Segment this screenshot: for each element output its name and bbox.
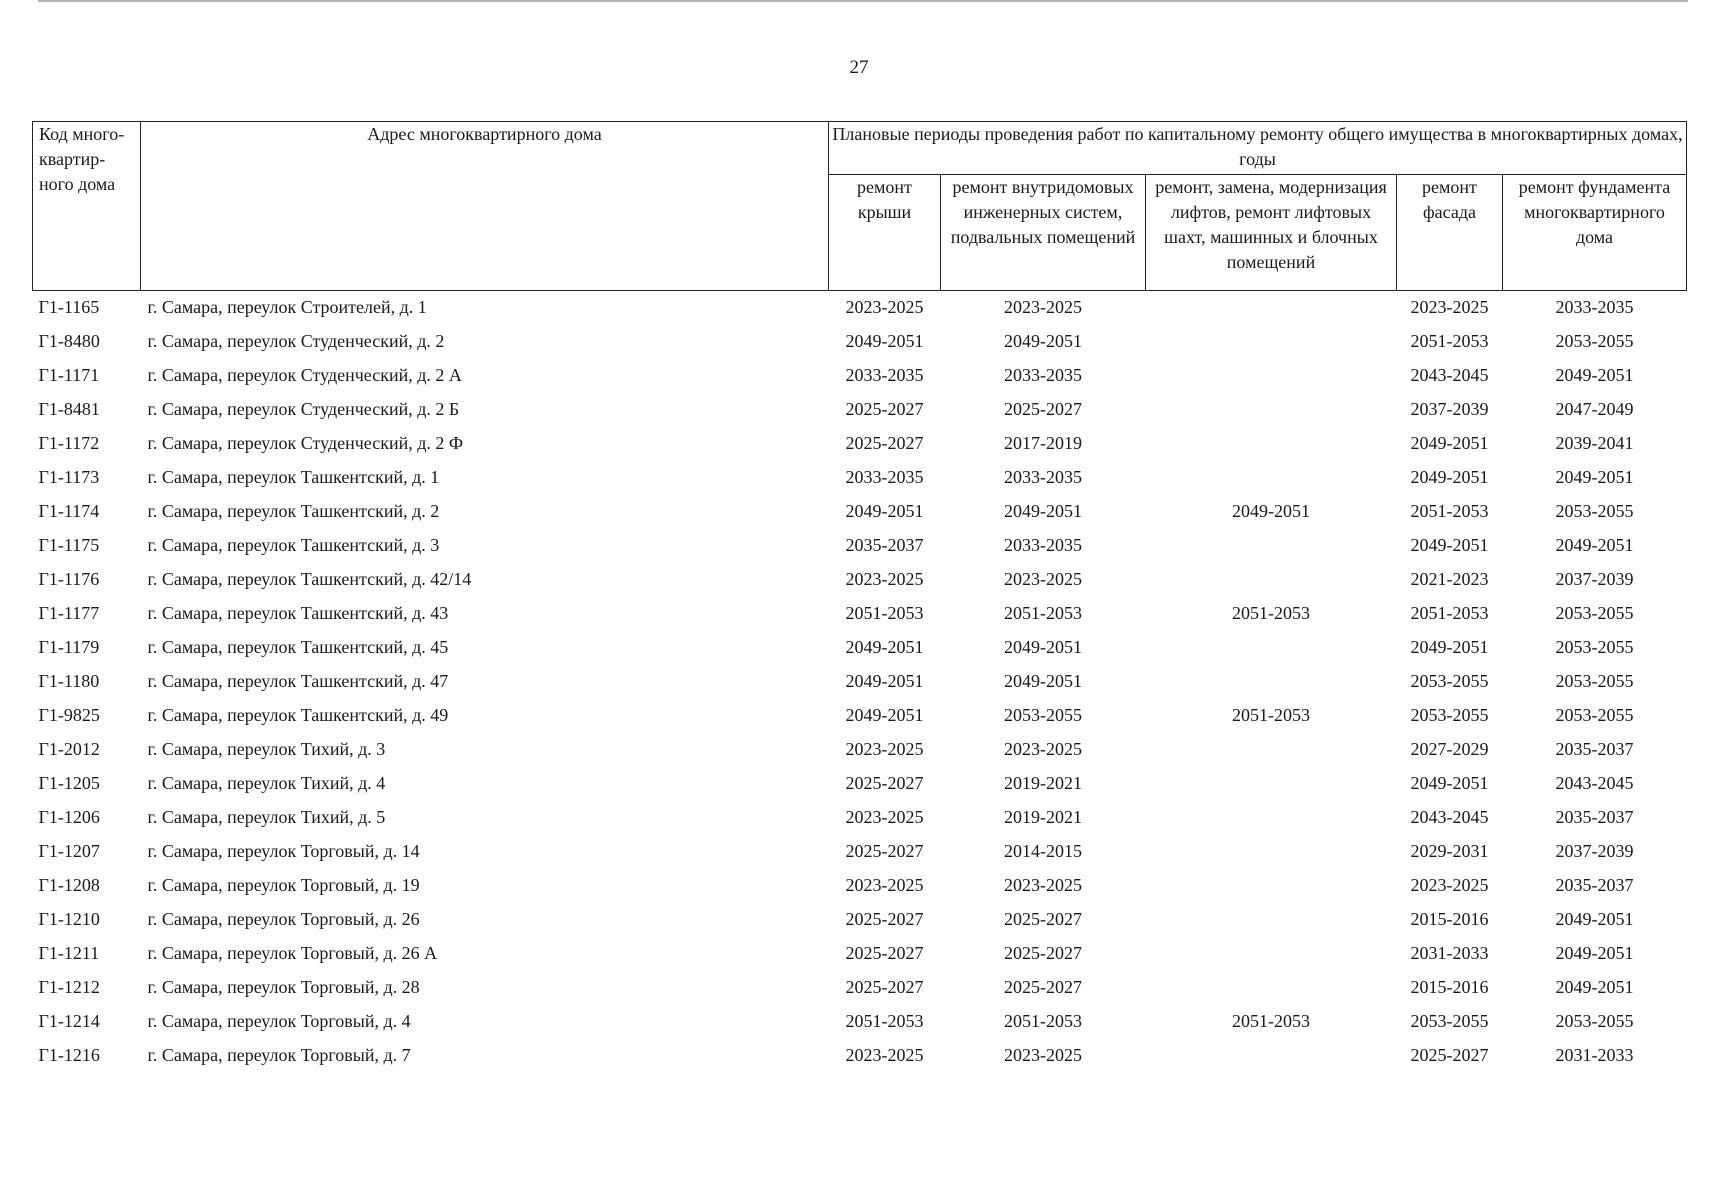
header-code: Код много-квартир-ного дома: [33, 122, 141, 291]
systems-period-cell: 2023-2025: [1004, 569, 1082, 589]
systems-period-cell: 2033-2035: [1004, 467, 1082, 487]
address-cell: г. Самара, переулок Торговый, д. 26: [147, 909, 420, 929]
address-cell: г. Самара, переулок Студенческий, д. 2: [147, 331, 445, 351]
house-code-cell: Г1-1177: [38, 603, 100, 623]
table-row: [33, 971, 1687, 1005]
systems-period-cell: 2049-2051: [1004, 637, 1082, 657]
table-row: [33, 835, 1687, 869]
facade-period-cell: 2021-2023: [1410, 569, 1489, 589]
lifts-period-cell: [1146, 733, 1397, 767]
facade-period-cell: 2023-2025: [1410, 297, 1489, 318]
address-cell: г. Самара, переулок Студенческий, д. 2 Б: [147, 399, 460, 419]
lifts-period-cell: [1146, 937, 1397, 971]
systems-period-cell: 2025-2027: [1004, 977, 1082, 997]
systems-period-cell: 2023-2025: [1004, 1045, 1082, 1065]
systems-period-cell: 2049-2051: [1004, 331, 1082, 351]
address-cell: г. Самара, переулок Ташкентский, д. 3: [147, 535, 440, 555]
roof-period-cell: 2025-2027: [845, 433, 924, 453]
facade-period-cell: 2051-2053: [1410, 331, 1489, 351]
address-cell: г. Самара, переулок Ташкентский, д. 45: [147, 637, 449, 657]
foundation-period-cell: 2035-2037: [1555, 875, 1634, 895]
lifts-period-cell: [1146, 359, 1397, 393]
table-header: [33, 122, 1687, 291]
roof-period-cell: 2023-2025: [845, 875, 924, 895]
table-row: [33, 427, 1687, 461]
systems-period-cell: 2019-2021: [1004, 773, 1082, 793]
foundation-period-cell: 2035-2037: [1555, 739, 1634, 759]
roof-period-cell: 2023-2025: [845, 807, 924, 827]
header-systems: ремонт внутридомовых инженерных систем, подвальных помещений: [941, 175, 1146, 291]
facade-period-cell: 2049-2051: [1410, 433, 1489, 453]
facade-period-cell: 2049-2051: [1410, 773, 1489, 793]
table-row: [33, 1039, 1687, 1073]
table-row: [33, 1005, 1687, 1039]
house-code-cell: Г1-1174: [38, 501, 100, 521]
house-code-cell: Г1-2012: [38, 739, 100, 759]
table-row: [33, 461, 1687, 495]
lifts-period-cell: [1146, 801, 1397, 835]
lifts-period-cell: [1146, 461, 1397, 495]
facade-period-cell: 2043-2045: [1410, 807, 1489, 827]
facade-period-cell: 2031-2033: [1410, 943, 1489, 963]
foundation-period-cell: 2053-2055: [1555, 1011, 1634, 1031]
address-cell: г. Самара, переулок Ташкентский, д. 43: [147, 603, 449, 623]
systems-period-cell: 2025-2027: [1004, 943, 1082, 963]
lifts-period-cell: [1146, 835, 1397, 869]
roof-period-cell: 2049-2051: [845, 637, 924, 657]
systems-period-cell: 2051-2053: [1004, 603, 1082, 623]
address-cell: г. Самара, переулок Торговый, д. 14: [147, 841, 420, 861]
house-code-cell: Г1-9825: [38, 705, 100, 725]
lifts-period-cell: [1146, 427, 1397, 461]
roof-period-cell: 2023-2025: [845, 569, 924, 589]
lifts-period-cell: [1146, 325, 1397, 359]
table-row: [33, 631, 1687, 665]
roof-period-cell: 2035-2037: [845, 535, 924, 555]
systems-period-cell: 2033-2035: [1004, 535, 1082, 555]
foundation-period-cell: 2049-2051: [1555, 365, 1634, 385]
lifts-period-cell: [1146, 291, 1397, 325]
roof-period-cell: 2025-2027: [845, 909, 924, 929]
foundation-period-cell: 2033-2035: [1555, 297, 1634, 318]
systems-period-cell: 2017-2019: [1004, 433, 1082, 453]
systems-period-cell: 2049-2051: [1004, 501, 1082, 521]
roof-period-cell: 2051-2053: [845, 1011, 924, 1031]
house-code-cell: Г1-1165: [38, 297, 100, 318]
address-cell: г. Самара, переулок Студенческий, д. 2 Ф: [147, 433, 464, 453]
house-code-cell: Г1-8481: [38, 399, 100, 419]
lifts-period-cell: [1146, 529, 1397, 563]
house-code-cell: Г1-1205: [38, 773, 100, 793]
top-edge-rule: [38, 0, 1688, 2]
facade-period-cell: 2027-2029: [1410, 739, 1489, 759]
foundation-period-cell: 2053-2055: [1555, 603, 1634, 623]
table-row: [33, 325, 1687, 359]
systems-period-cell: 2051-2053: [1004, 1011, 1082, 1031]
table-row: [33, 767, 1687, 801]
roof-period-cell: 2049-2051: [845, 501, 924, 521]
facade-period-cell: 2023-2025: [1410, 875, 1489, 895]
foundation-period-cell: 2031-2033: [1555, 1045, 1634, 1065]
house-code-cell: Г1-1175: [38, 535, 100, 555]
header-address: Адрес многоквартирного дома: [141, 122, 829, 291]
roof-period-cell: 2025-2027: [845, 977, 924, 997]
table-row: [33, 597, 1687, 631]
lifts-period-cell: 2051-2053: [1232, 705, 1310, 725]
table-row: [33, 937, 1687, 971]
roof-period-cell: 2023-2025: [845, 739, 924, 759]
table-row: [33, 393, 1687, 427]
house-code-cell: Г1-1171: [38, 365, 100, 385]
lifts-period-cell: 2049-2051: [1232, 501, 1310, 521]
systems-period-cell: 2014-2015: [1004, 841, 1082, 861]
address-cell: г. Самара, переулок Строителей, д. 1: [147, 297, 427, 318]
foundation-period-cell: 2049-2051: [1555, 909, 1634, 929]
facade-period-cell: 2051-2053: [1410, 603, 1489, 623]
table-body: [33, 291, 1687, 1073]
house-code-cell: Г1-1214: [38, 1011, 100, 1031]
roof-period-cell: 2025-2027: [845, 773, 924, 793]
roof-period-cell: 2033-2035: [845, 365, 924, 385]
lifts-period-cell: [1146, 665, 1397, 699]
lifts-period-cell: 2051-2053: [1232, 1011, 1310, 1031]
address-cell: г. Самара, переулок Тихий, д. 3: [147, 739, 386, 759]
header-foundation: ремонт фундамента многоквартирного дома: [1503, 175, 1687, 291]
facade-period-cell: 2053-2055: [1410, 1011, 1489, 1031]
house-code-cell: Г1-8480: [38, 331, 100, 351]
lifts-period-cell: [1146, 767, 1397, 801]
address-cell: г. Самара, переулок Ташкентский, д. 49: [147, 705, 449, 725]
table-row: [33, 359, 1687, 393]
table-row: [33, 563, 1687, 597]
roof-period-cell: 2049-2051: [845, 671, 924, 691]
roof-period-cell: 2051-2053: [845, 603, 924, 623]
table-row: [33, 665, 1687, 699]
roof-period-cell: 2025-2027: [845, 943, 924, 963]
house-code-cell: Г1-1179: [38, 637, 100, 657]
table-row: [33, 733, 1687, 767]
foundation-period-cell: 2037-2039: [1555, 841, 1634, 861]
lifts-period-cell: [1146, 903, 1397, 937]
house-code-cell: Г1-1206: [38, 807, 100, 827]
facade-period-cell: 2037-2039: [1410, 399, 1489, 419]
lifts-period-cell: 2051-2053: [1232, 603, 1310, 623]
facade-period-cell: 2053-2055: [1410, 705, 1489, 725]
facade-period-cell: 2049-2051: [1410, 535, 1489, 555]
systems-period-cell: 2023-2025: [1004, 875, 1082, 895]
roof-period-cell: 2023-2025: [845, 1045, 924, 1065]
lifts-period-cell: [1146, 393, 1397, 427]
systems-period-cell: 2053-2055: [1004, 705, 1082, 725]
foundation-period-cell: 2049-2051: [1555, 943, 1634, 963]
foundation-period-cell: 2049-2051: [1555, 535, 1634, 555]
lifts-period-cell: [1146, 563, 1397, 597]
lifts-period-cell: [1146, 631, 1397, 665]
roof-period-cell: 2033-2035: [845, 467, 924, 487]
facade-period-cell: 2015-2016: [1410, 909, 1489, 929]
systems-period-cell: 2025-2027: [1004, 399, 1082, 419]
address-cell: г. Самара, переулок Тихий, д. 4: [147, 773, 386, 793]
table-row: [33, 801, 1687, 835]
house-code-cell: Г1-1207: [38, 841, 100, 861]
table-row: [33, 529, 1687, 563]
address-cell: г. Самара, переулок Торговый, д. 28: [147, 977, 420, 997]
header-periods-group: Плановые периоды проведения работ по капитальному ремонту общего имущества в многоквартирных домах, годы: [829, 122, 1687, 175]
foundation-period-cell: 2043-2045: [1555, 773, 1634, 793]
capital-repair-table: [32, 121, 1687, 1073]
address-cell: г. Самара, переулок Ташкентский, д. 47: [147, 671, 449, 691]
facade-period-cell: 2053-2055: [1410, 671, 1489, 691]
house-code-cell: Г1-1172: [38, 433, 100, 453]
house-code-cell: Г1-1212: [38, 977, 100, 997]
roof-period-cell: 2025-2027: [845, 399, 924, 419]
table-row: [33, 699, 1687, 733]
roof-period-cell: 2023-2025: [845, 297, 924, 318]
roof-period-cell: 2049-2051: [845, 331, 924, 351]
foundation-period-cell: 2037-2039: [1555, 569, 1634, 589]
foundation-period-cell: 2047-2049: [1555, 399, 1634, 419]
foundation-period-cell: 2053-2055: [1555, 671, 1634, 691]
systems-period-cell: 2025-2027: [1004, 909, 1082, 929]
house-code-cell: Г1-1180: [38, 671, 100, 691]
house-code-cell: Г1-1211: [38, 943, 100, 963]
facade-period-cell: 2025-2027: [1410, 1045, 1489, 1065]
address-cell: г. Самара, переулок Ташкентский, д. 2: [147, 501, 440, 521]
lifts-period-cell: [1146, 1039, 1397, 1073]
table-row: [33, 869, 1687, 903]
foundation-period-cell: 2053-2055: [1555, 705, 1634, 725]
address-cell: г. Самара, переулок Торговый, д. 26 А: [147, 943, 438, 963]
foundation-period-cell: 2049-2051: [1555, 977, 1634, 997]
address-cell: г. Самара, переулок Студенческий, д. 2 А: [147, 365, 462, 385]
address-cell: г. Самара, переулок Торговый, д. 4: [147, 1011, 411, 1031]
address-cell: г. Самара, переулок Торговый, д. 7: [147, 1045, 411, 1065]
header-facade: ремонт фасада: [1397, 175, 1503, 291]
header-roof: ремонт крыши: [829, 175, 941, 291]
systems-period-cell: 2023-2025: [1004, 297, 1082, 318]
roof-period-cell: 2049-2051: [845, 705, 924, 725]
foundation-period-cell: 2049-2051: [1555, 467, 1634, 487]
house-code-cell: Г1-1173: [38, 467, 100, 487]
facade-period-cell: 2015-2016: [1410, 977, 1489, 997]
systems-period-cell: 2049-2051: [1004, 671, 1082, 691]
foundation-period-cell: 2035-2037: [1555, 807, 1634, 827]
lifts-period-cell: [1146, 971, 1397, 1005]
foundation-period-cell: 2053-2055: [1555, 331, 1634, 351]
foundation-period-cell: 2053-2055: [1555, 637, 1634, 657]
house-code-cell: Г1-1208: [38, 875, 100, 895]
address-cell: г. Самара, переулок Торговый, д. 19: [147, 875, 420, 895]
address-cell: г. Самара, переулок Ташкентский, д. 42/14: [147, 569, 472, 589]
systems-period-cell: 2023-2025: [1004, 739, 1082, 759]
facade-period-cell: 2049-2051: [1410, 467, 1489, 487]
systems-period-cell: 2033-2035: [1004, 365, 1082, 385]
house-code-cell: Г1-1216: [38, 1045, 100, 1065]
facade-period-cell: 2029-2031: [1410, 841, 1489, 861]
systems-period-cell: 2019-2021: [1004, 807, 1082, 827]
facade-period-cell: 2049-2051: [1410, 637, 1489, 657]
foundation-period-cell: 2053-2055: [1555, 501, 1634, 521]
facade-period-cell: 2043-2045: [1410, 365, 1489, 385]
lifts-period-cell: [1146, 869, 1397, 903]
address-cell: г. Самара, переулок Ташкентский, д. 1: [147, 467, 440, 487]
table-row: [33, 495, 1687, 529]
foundation-period-cell: 2039-2041: [1555, 433, 1634, 453]
roof-period-cell: 2025-2027: [845, 841, 924, 861]
house-code-cell: Г1-1210: [38, 909, 100, 929]
table-row: [33, 903, 1687, 937]
table-row: [33, 291, 1687, 325]
header-lifts: ремонт, замена, модернизация лифтов, ремонт лифтовых шахт, машинных и блочных помещений: [1146, 175, 1397, 291]
page-number: 27: [849, 57, 869, 78]
house-code-cell: Г1-1176: [38, 569, 100, 589]
address-cell: г. Самара, переулок Тихий, д. 5: [147, 807, 386, 827]
facade-period-cell: 2051-2053: [1410, 501, 1489, 521]
